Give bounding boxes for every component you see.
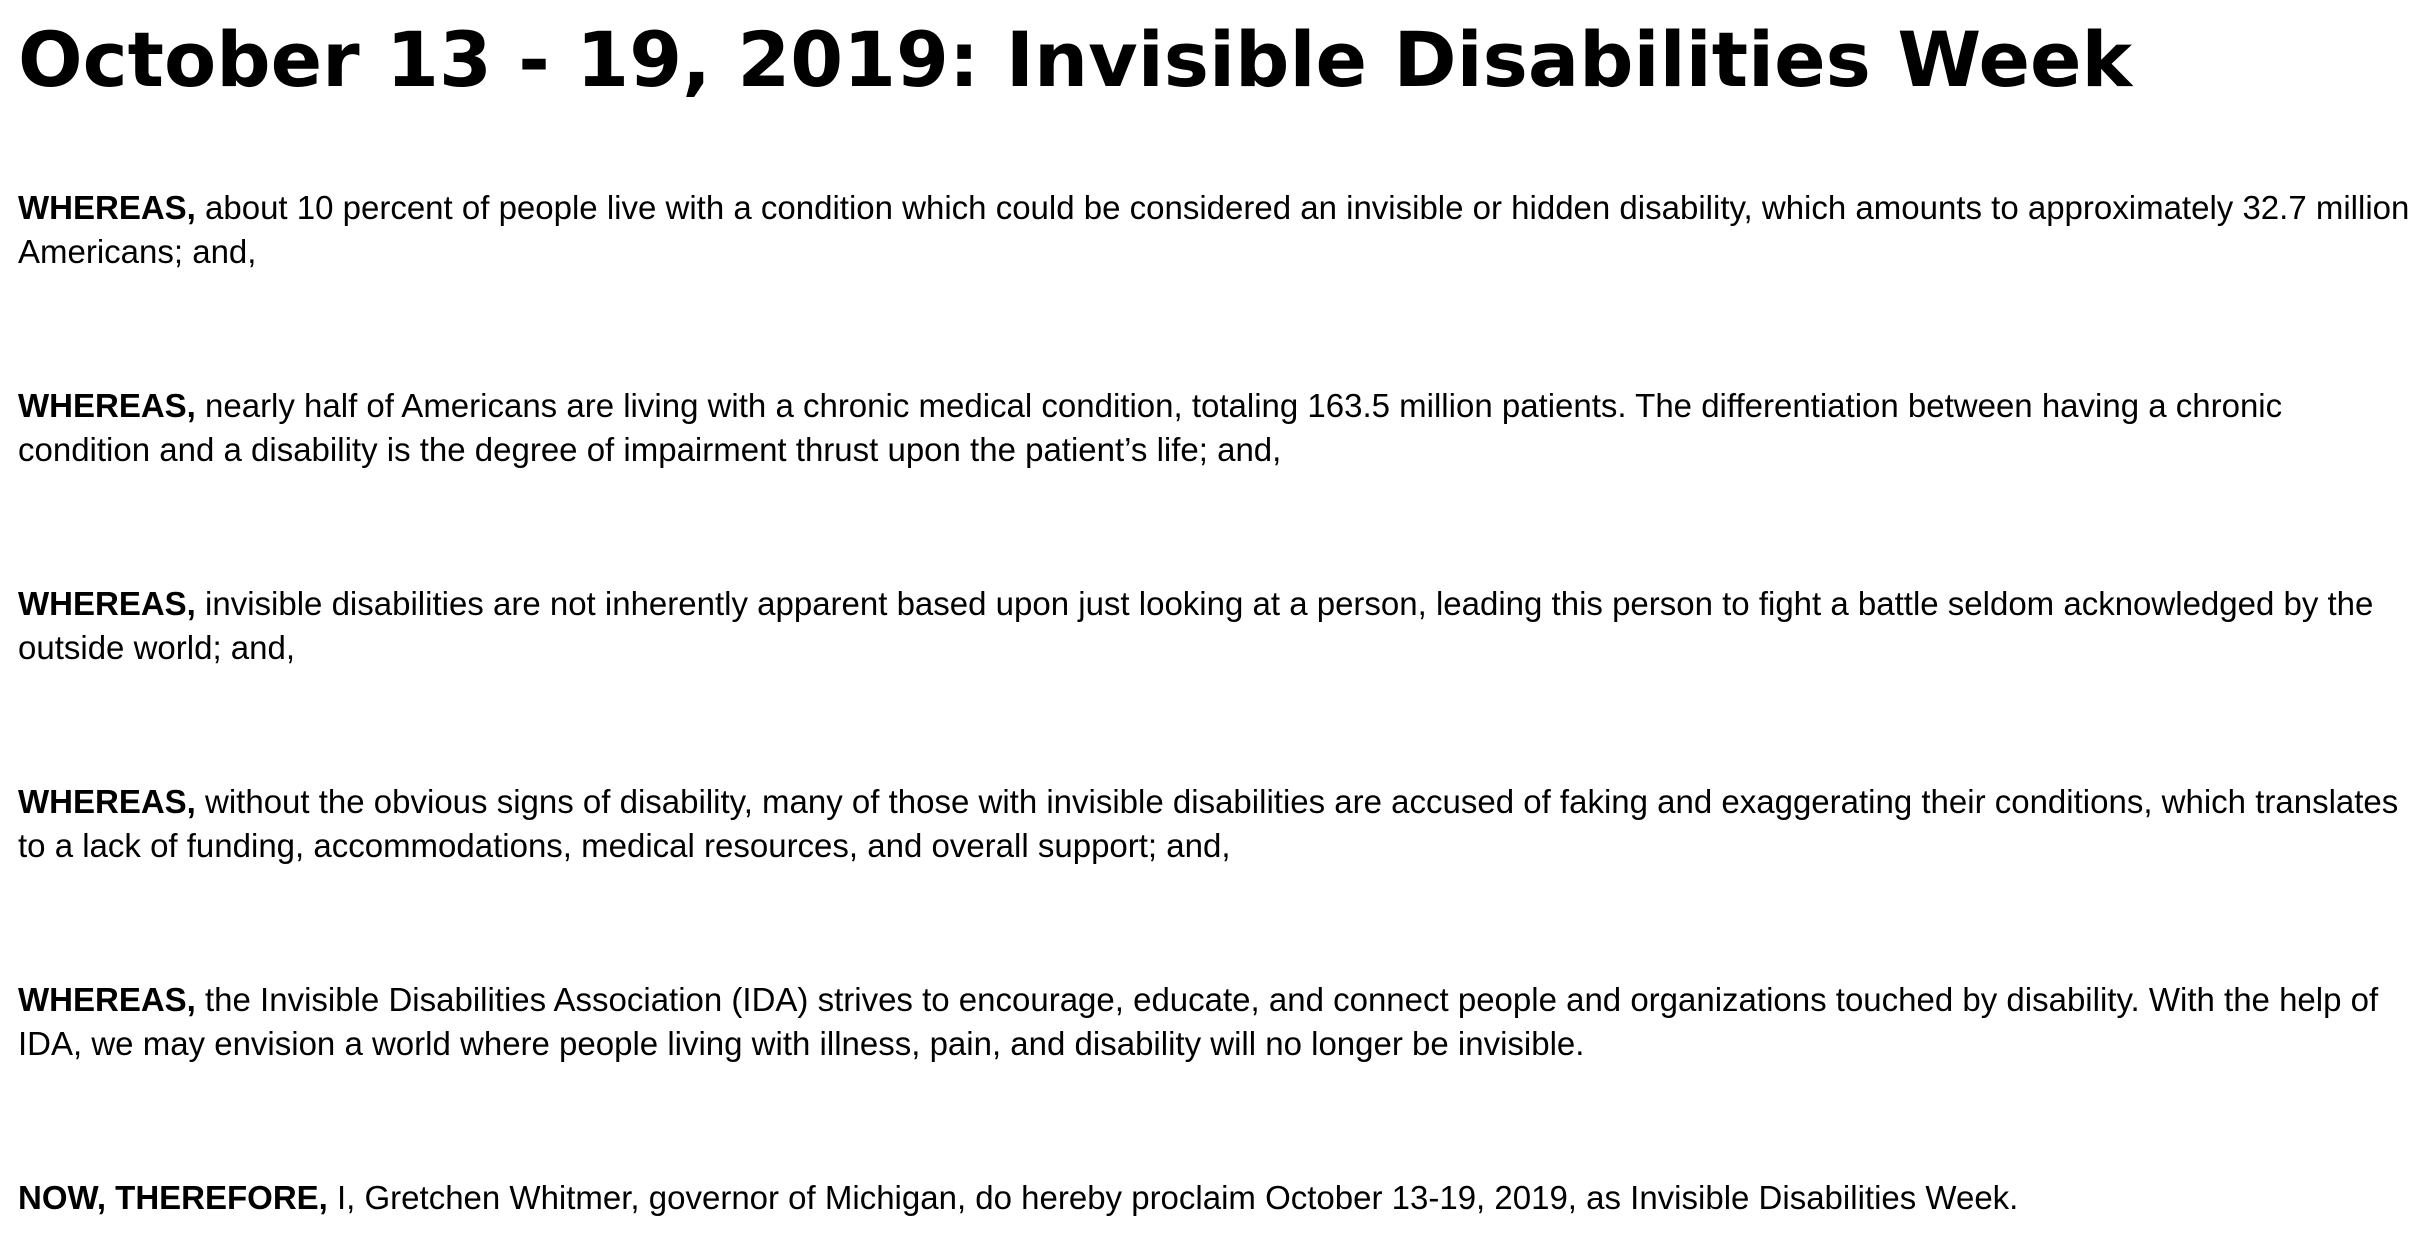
paragraph-text: I, Gretchen Whitmer, governor of Michigan, do hereby proclaim October 13-19, 2019, as Invisible Disabilities Week. <box>327 1179 2019 1216</box>
paragraph-text: nearly half of Americans are living with a chronic medical condition, totaling 163.5 million patients. The differentiation between having a chronic condition and a disability is the degree of impairment thrust upon the patient’s life; and, <box>18 387 2283 468</box>
paragraph-lead: WHEREAS, <box>18 189 196 226</box>
paragraph-text: the Invisible Disabilities Association (IDA) strives to encourage, educate, and connect people and organizations touched by disability. With the help of IDA, we may envision a world where people living with illness, pain, and disability will no longer be invisible. <box>18 981 2379 1062</box>
paragraph-text: without the obvious signs of disability, many of those with invisible disabilities are accused of faking and exaggerating their conditions, which translates to a lack of funding, accommodations, medical resources, and overall support; and, <box>18 783 2399 864</box>
paragraph-lead: WHEREAS, <box>18 981 196 1018</box>
whereas-paragraph-5 <box>18 978 2418 1066</box>
paragraph-text: invisible disabilities are not inherently apparent based upon just looking at a person, leading this person to fight a battle seldom acknowledged by the outside world; and, <box>18 585 2374 666</box>
paragraph-lead: WHEREAS, <box>18 387 196 424</box>
whereas-paragraph-2 <box>18 384 2418 472</box>
whereas-paragraph-4 <box>18 780 2418 868</box>
paragraph-lead: WHEREAS, <box>18 585 196 622</box>
whereas-paragraph-1 <box>18 186 2418 274</box>
whereas-paragraph-3 <box>18 582 2418 670</box>
page-title: October 13 - 19, 2019: Invisible Disabilities Week <box>18 15 2133 104</box>
paragraph-lead: NOW, THEREFORE, <box>18 1179 328 1216</box>
therefore-paragraph <box>18 1176 2418 1220</box>
paragraph-lead: WHEREAS, <box>18 783 196 820</box>
paragraph-text: about 10 percent of people live with a condition which could be considered an invisible or hidden disability, which amounts to approximately 32.7 million Americans; and, <box>18 189 2410 270</box>
